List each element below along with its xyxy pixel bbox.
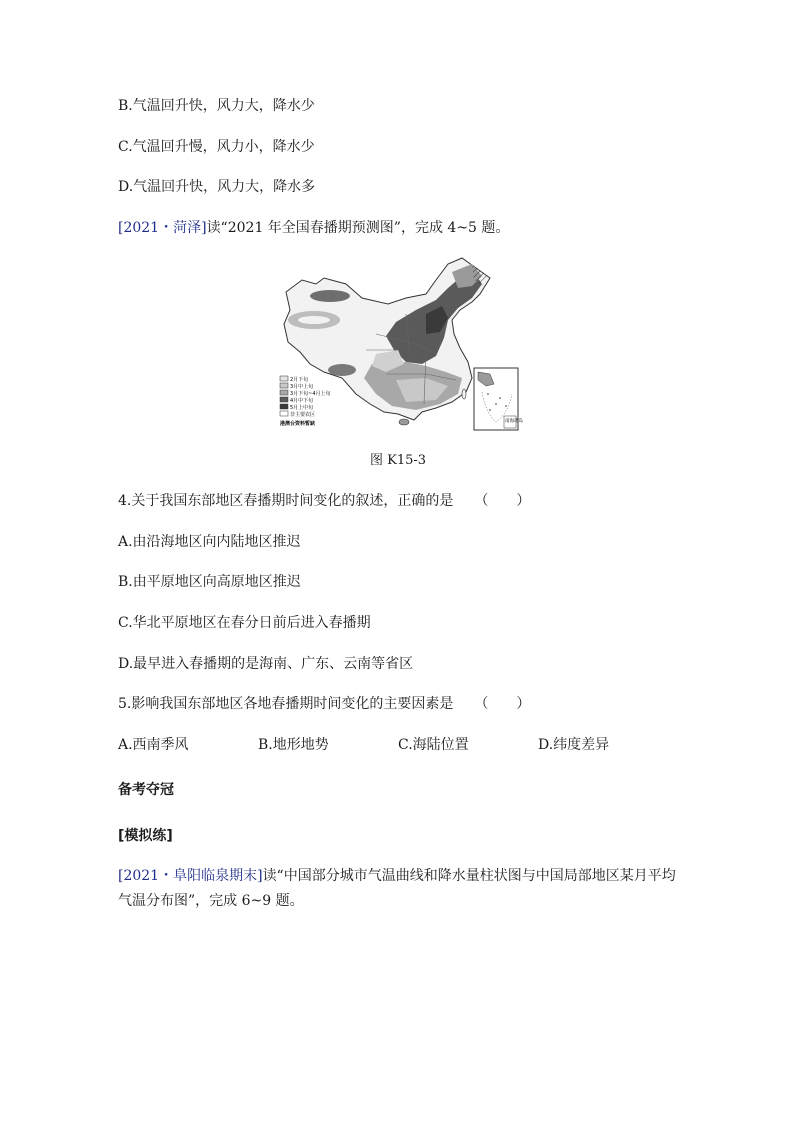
- source-tag-2: [2021・阜阳临泉期末]: [118, 868, 263, 884]
- option-c-line: C.气温回升慢，风力小，降水少: [118, 139, 315, 155]
- intro-6-9: [118, 866, 676, 886]
- question-4-option-b: B.由平原地区向高原地区推迟: [118, 574, 301, 590]
- question-4-option-c: C.华北平原地区在春分日前后进入春播期: [118, 615, 371, 631]
- question-5-option-a: A.西南季风: [118, 737, 189, 753]
- spring-sowing-map: [276, 254, 524, 432]
- option-d-line: D.气温回升快，风力大，降水多: [118, 179, 316, 195]
- question-4: 4.关于我国东部地区春播期时间变化的叙述，正确的是 （ ）: [118, 493, 531, 509]
- legend: [280, 376, 331, 427]
- question-4-option-a: A.由沿海地区向内陆地区推迟: [118, 534, 301, 550]
- section-heading: 备考夺冠: [118, 782, 174, 798]
- question-4-option-d: D.最早进入春播期的是海南、广东、云南等省区: [118, 656, 414, 672]
- legend-label-2: 3月中上旬: [290, 384, 314, 390]
- legend-label-3: 3月下旬~4月上旬: [290, 391, 331, 397]
- intro-text: 读“2021 年全国春播期预测图”，完成 4~5 题。: [206, 220, 510, 236]
- option-b-line: B.气温回升快，风力大，降水少: [118, 98, 315, 114]
- figure-caption: 图 K15-3: [370, 453, 427, 468]
- question-5: 5.影响我国东部地区各地春播期时间变化的主要因素是 （ ）: [118, 696, 531, 712]
- legend-label-6: 非主要农区: [290, 412, 316, 418]
- south-china-sea-inset: [474, 368, 523, 430]
- legend-label-5: 5月上中旬: [290, 405, 314, 411]
- question-5-option-c: C.海陆位置: [398, 737, 469, 753]
- legend-label-1: 2月下旬: [290, 377, 309, 383]
- inset-label: 南海诸岛: [505, 419, 523, 424]
- question-5-option-d: D.纬度差异: [538, 737, 610, 753]
- subsection-heading: [模拟练]: [118, 828, 173, 844]
- legend-label-4: 4月中下旬: [290, 398, 314, 404]
- map-note: 港澳台资料暂缺: [280, 421, 316, 427]
- china-map-graphic: [276, 254, 524, 432]
- intro-4-5: [118, 218, 509, 238]
- intro-6-9-text: 读“中国部分城市气温曲线和降水量柱状图与中国局部地区某月平均: [262, 868, 676, 884]
- question-5-option-b: B.地形地势: [258, 737, 329, 753]
- source-tag: [2021・菏泽]: [118, 220, 207, 236]
- intro-6-9-continued: 气温分布图”，完成 6~9 题。: [118, 893, 304, 909]
